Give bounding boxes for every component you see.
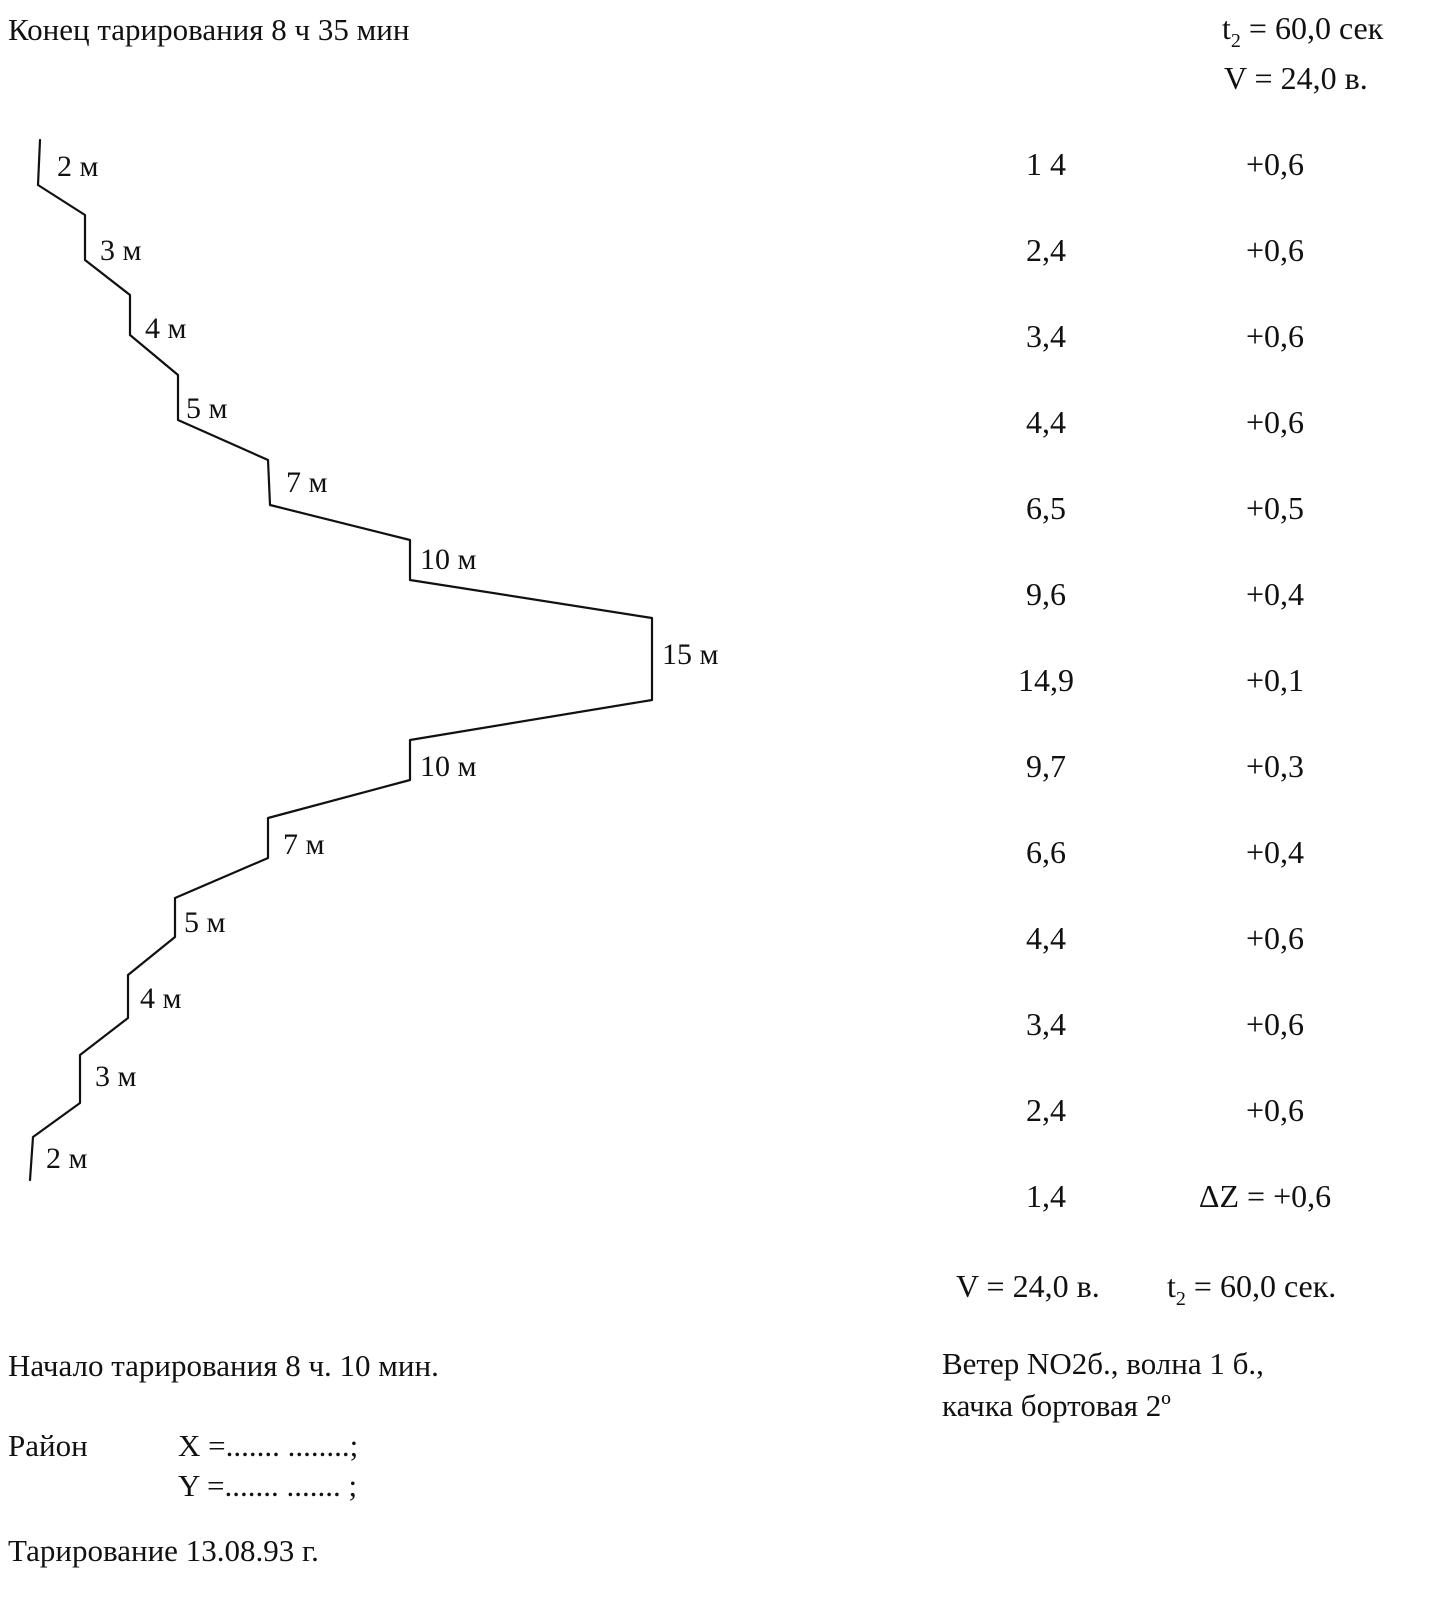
weather-line-2: качка бортовая 2º [942, 1388, 1171, 1423]
reading-correction: +0,6 [1245, 318, 1305, 354]
weather-line-1: Ветер NO2б., волна 1 б., [942, 1346, 1264, 1381]
reading-depth: 2,4 [1026, 1092, 1066, 1128]
end-of-calibration-label: Конец тарирования 8 ч 35 мин [8, 12, 410, 47]
echo-trace-diagram [0, 0, 760, 1200]
voltage-bottom-readout: V = 24,0 в. [956, 1268, 1100, 1304]
trace-depth-label: 4 м [145, 312, 187, 345]
trace-depth-label: 5 м [184, 906, 226, 939]
trace-depth-label: 4 м [140, 982, 182, 1015]
calibration-date-label: Тарирование 13.08.93 г. [8, 1533, 319, 1568]
trace-depth-label: 5 м [186, 392, 228, 425]
trace-depth-label: 2 м [57, 150, 99, 183]
region-y-coordinate: Y =....... ....... ; [178, 1468, 358, 1503]
t2-top-subscript: 2 [1230, 30, 1241, 52]
start-of-calibration-label: Начало тарирования 8 ч. 10 мин. [8, 1348, 439, 1383]
reading-correction: +0,6 [1245, 1092, 1305, 1128]
reading-correction: +0,6 [1245, 1006, 1305, 1042]
trace-depth-label: 7 м [283, 828, 325, 861]
t2-bottom-symbol: t [1167, 1268, 1176, 1304]
reading-correction: +0,4 [1245, 834, 1305, 870]
reading-depth: 3,4 [1026, 1006, 1066, 1042]
reading-correction: +0,6 [1245, 232, 1305, 268]
reading-depth: 1 4 [1026, 146, 1066, 182]
reading-depth: 9,7 [1026, 748, 1066, 784]
region-label: Район [8, 1428, 88, 1463]
t2-bottom-value: = 60,0 сек. [1185, 1268, 1337, 1304]
reading-depth: 3,4 [1026, 318, 1066, 354]
t2-bottom-readout [1167, 1270, 1336, 1309]
echo-trace-line [30, 140, 652, 1180]
t2-top-symbol: t [1222, 10, 1231, 46]
reading-depth: 14,9 [1018, 662, 1074, 698]
t2-bottom-subscript: 2 [1175, 1288, 1186, 1310]
reading-correction: +0,1 [1245, 662, 1305, 698]
reading-depth: 1,4 [1026, 1178, 1066, 1214]
reading-depth: 6,6 [1026, 834, 1066, 870]
t2-top-value: = 60,0 сек [1240, 10, 1384, 46]
voltage-top-readout: V = 24,0 в. [1224, 60, 1368, 96]
reading-correction: +0,6 [1245, 404, 1305, 440]
trace-depth-label: 7 м [286, 466, 328, 499]
reading-depth: 4,4 [1026, 920, 1066, 956]
trace-depth-label: 3 м [95, 1060, 137, 1093]
region-x-coordinate: X =....... ........; [178, 1428, 359, 1463]
reading-correction: +0,6 [1245, 146, 1305, 182]
reading-correction: +0,3 [1245, 748, 1305, 784]
reading-depth: 9,6 [1026, 576, 1066, 612]
trace-depth-label: 2 м [46, 1142, 88, 1175]
trace-depth-label: 10 м [420, 543, 477, 576]
trace-depth-label: 3 м [100, 234, 142, 267]
trace-depth-label: 15 м [662, 638, 719, 671]
reading-depth: 2,4 [1026, 232, 1066, 268]
t2-top-readout [1222, 12, 1383, 51]
reading-depth: 6,5 [1026, 490, 1066, 526]
reading-correction: +0,6 [1245, 920, 1305, 956]
trace-depth-label: 10 м [420, 750, 477, 783]
reading-correction: +0,5 [1245, 490, 1305, 526]
reading-correction: +0,4 [1245, 576, 1305, 612]
reading-depth: 4,4 [1026, 404, 1066, 440]
reading-correction: ΔZ = +0,6 [1198, 1178, 1332, 1214]
